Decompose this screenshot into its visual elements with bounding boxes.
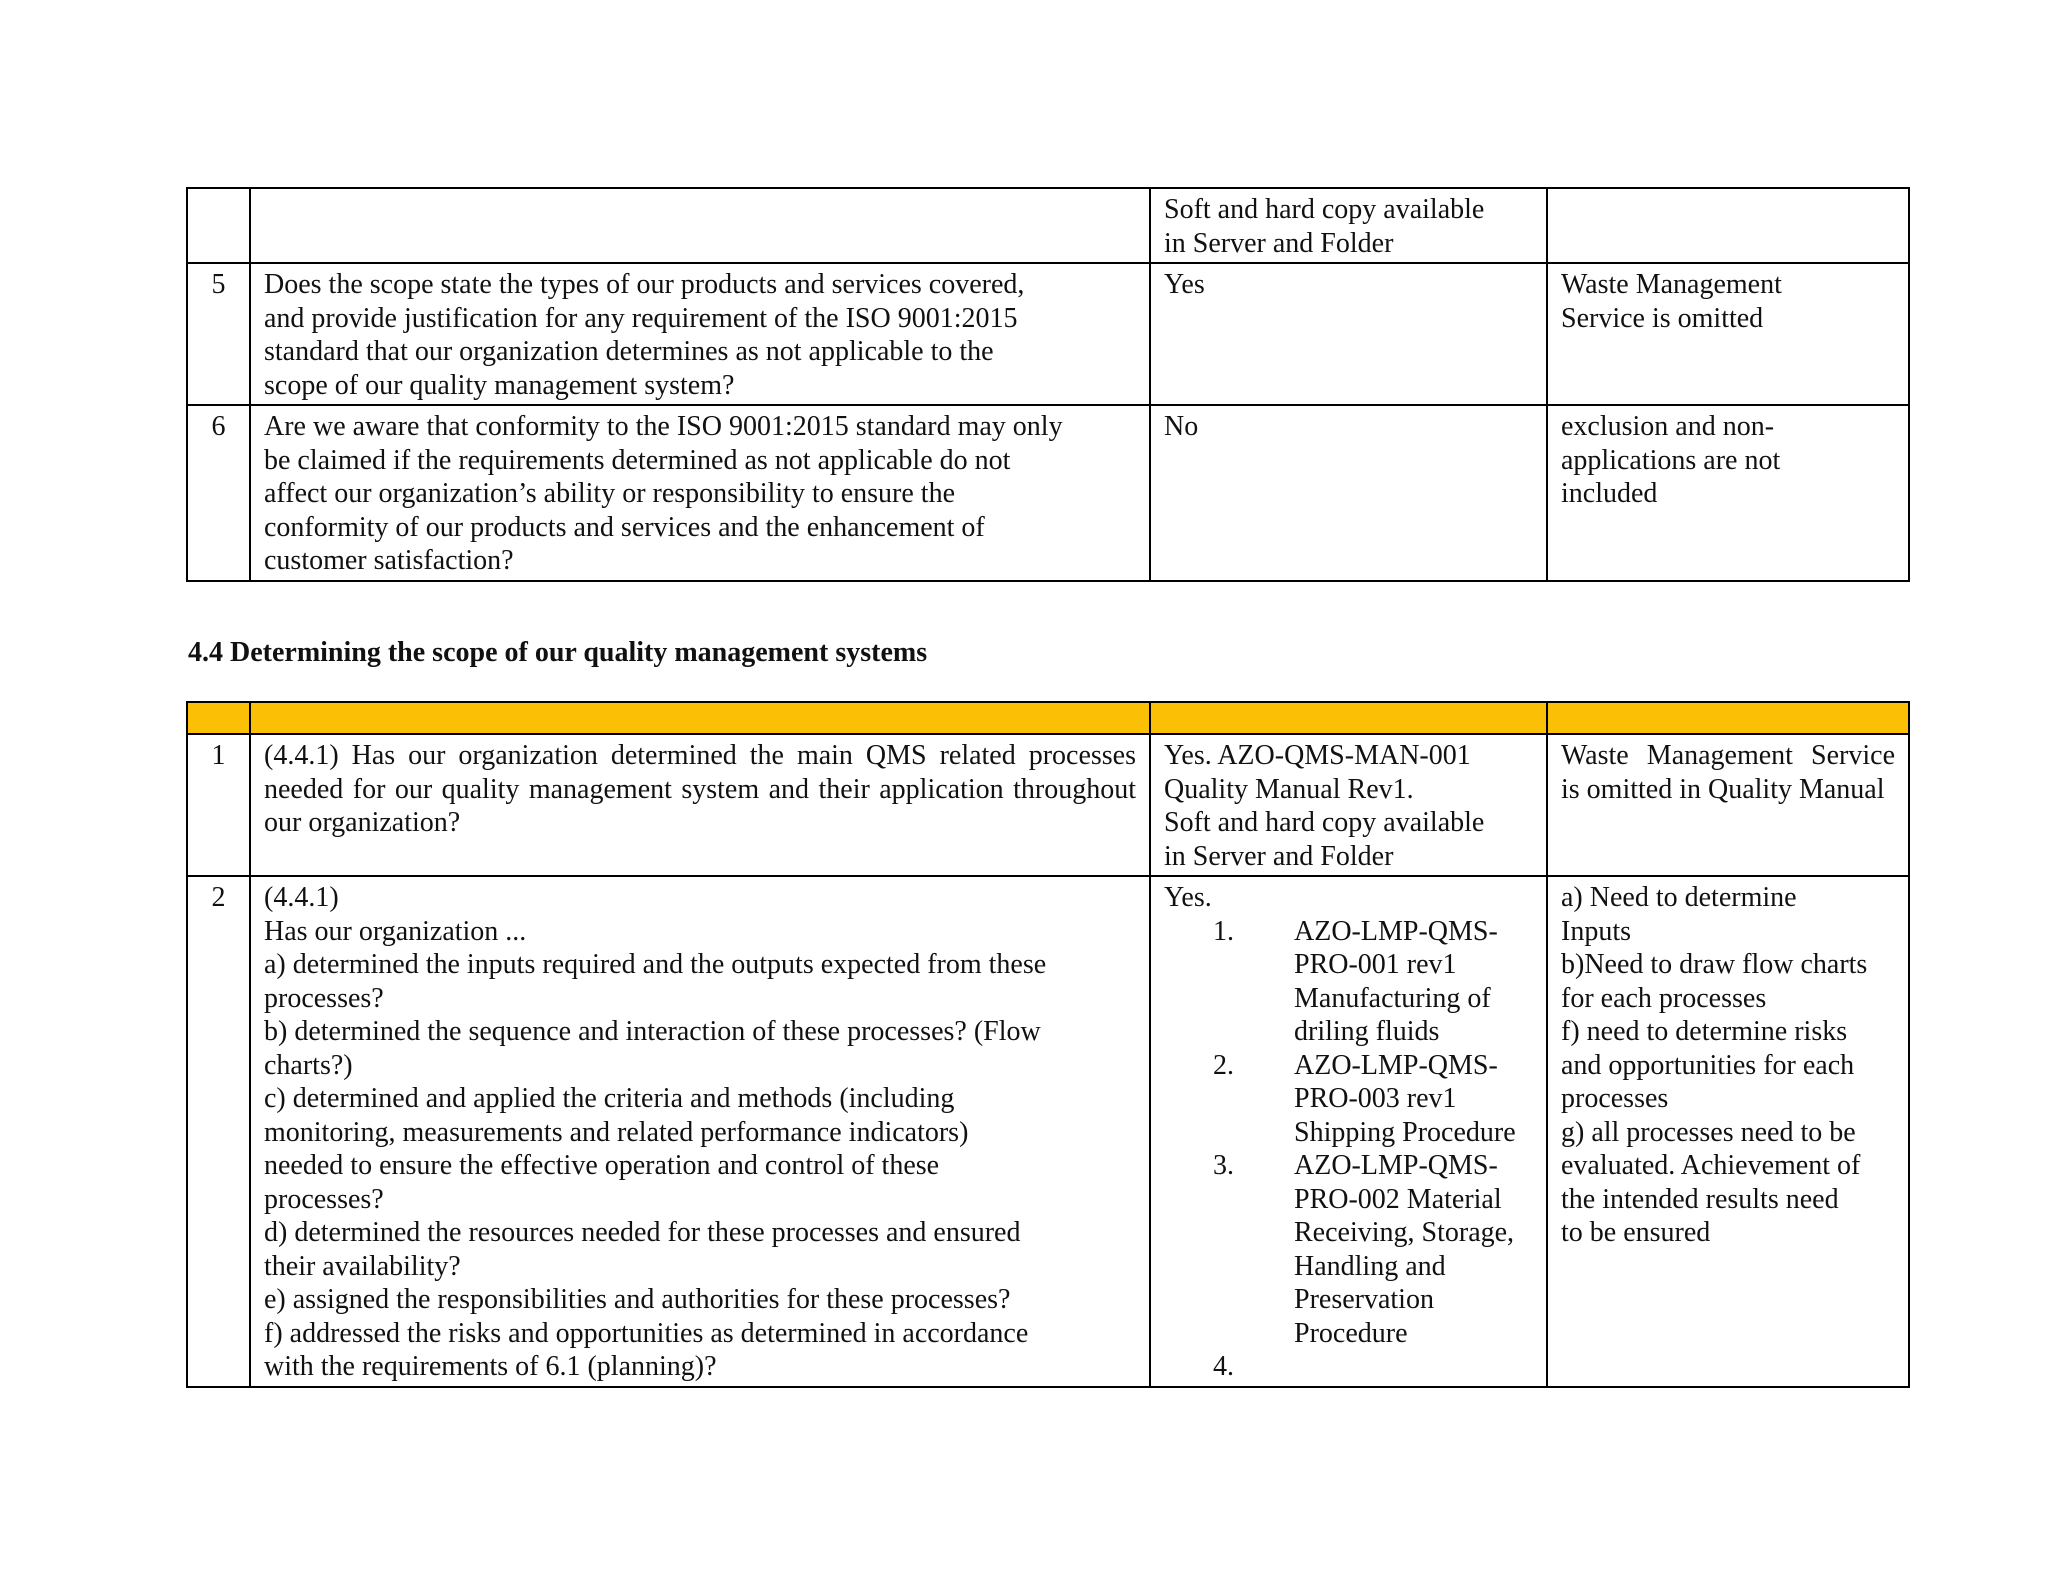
header-cell	[1150, 702, 1547, 734]
remark-line: evaluated. Achievement of	[1561, 1150, 1861, 1181]
list-item	[1164, 1149, 1533, 1350]
section-heading: 4.4 Determining the scope of our quality management systems	[188, 637, 928, 668]
list-item-text	[1294, 1350, 1533, 1384]
question-line: standard that our organization determines as not applicable to the	[264, 336, 994, 367]
list-item-line: PRO-002 Material	[1294, 1183, 1502, 1215]
list-item	[1164, 1049, 1533, 1150]
list-item-line: AZO-LMP-QMS-	[1294, 1150, 1498, 1181]
answer-line: Soft and hard copy available	[1164, 194, 1485, 225]
question-line: with the requirements of 6.1 (planning)?	[264, 1351, 717, 1382]
question-line: Has our organization ...	[264, 915, 527, 947]
answer-intro: Yes.	[1164, 882, 1212, 913]
question-line: b) determined the sequence and interaction of these processes? (Flow	[264, 1016, 1041, 1047]
row-number: 1	[187, 734, 250, 876]
table-row	[187, 876, 1909, 1387]
question-line: charts?)	[264, 1049, 353, 1081]
list-item-line: Receiving, Storage,	[1294, 1217, 1515, 1248]
list-item-line: PRO-003 rev1	[1294, 1083, 1457, 1114]
list-item-number: 3.	[1213, 1150, 1234, 1181]
header-cell	[1547, 702, 1909, 734]
question-line: a) determined the inputs required and the outputs expected from these	[264, 949, 1047, 980]
question-line: c) determined and applied the criteria and methods (including	[264, 1083, 955, 1114]
list-item-text	[1294, 1049, 1533, 1150]
question-line: Does the scope state the types of our products and services covered,	[264, 269, 1025, 300]
question-line: processes?	[264, 1183, 384, 1215]
remark-line: b)Need to draw flow charts	[1561, 949, 1868, 980]
answer-cell	[1150, 263, 1547, 405]
remark-cell	[1547, 188, 1909, 263]
answer-cell	[1150, 405, 1547, 581]
remark-line: for each processes	[1561, 982, 1767, 1014]
list-item	[1164, 915, 1533, 1049]
table-header-row	[187, 702, 1909, 734]
row-number: 6	[187, 405, 250, 581]
question-cell	[250, 263, 1150, 405]
question-line: Are we aware that conformity to the ISO 9001:2015 standard may only	[264, 411, 1063, 442]
list-item	[1164, 1350, 1533, 1384]
list-item-line: Shipping Procedure	[1294, 1116, 1516, 1148]
remark-line: f) need to determine risks	[1561, 1016, 1848, 1047]
remark-line: included	[1561, 478, 1658, 509]
list-item-line: Preservation	[1294, 1284, 1434, 1315]
list-item-line: Manufacturing of	[1294, 982, 1491, 1014]
table-row	[187, 188, 1909, 263]
scope-checklist-table	[186, 701, 1910, 1388]
header-cell	[187, 702, 250, 734]
remark-line: exclusion and non-	[1561, 411, 1775, 442]
answer-line: Soft and hard copy available	[1164, 807, 1485, 838]
question-cell: (4.4.1) Has our organization determined the main QMS related processes needed for our quality management system and their application throughout our organization?	[250, 734, 1150, 876]
list-item-line: AZO-LMP-QMS-	[1294, 1049, 1498, 1081]
answer-line: Yes	[1164, 269, 1205, 300]
answer-line: Quality Manual Rev1.	[1164, 773, 1414, 805]
answer-line: Yes. AZO-QMS-MAN-001	[1164, 740, 1471, 771]
row-number: 5	[187, 263, 250, 405]
remark-cell	[1547, 876, 1909, 1387]
table-row	[187, 263, 1909, 405]
list-item-line: AZO-LMP-QMS-	[1294, 915, 1498, 947]
question-line: their availability?	[264, 1250, 461, 1282]
list-item-text	[1294, 1149, 1533, 1350]
question-line: (4.4.1)	[264, 882, 339, 913]
answer-cell	[1150, 734, 1547, 876]
question-cell	[250, 405, 1150, 581]
remark-line: Inputs	[1561, 915, 1631, 947]
remark-line: g) all processes need to be	[1561, 1116, 1856, 1148]
list-item-line: driling fluids	[1294, 1016, 1440, 1047]
question-line: be claimed if the requirements determined as not applicable do not	[264, 444, 1011, 476]
remark-cell	[1547, 405, 1909, 581]
remark-line: to be ensured	[1561, 1217, 1711, 1248]
question-line: and provide justification for any requirement of the ISO 9001:2015	[264, 302, 1018, 334]
list-item-line	[1294, 1350, 1533, 1384]
question-line: monitoring, measurements and related performance indicators)	[264, 1116, 969, 1148]
remark-cell	[1547, 263, 1909, 405]
question-cell	[250, 876, 1150, 1387]
remark-line: Service is omitted	[1561, 302, 1764, 334]
list-item-number: 4.	[1213, 1351, 1234, 1382]
answer-cell	[1150, 188, 1547, 263]
procedure-list	[1164, 915, 1533, 1384]
list-item-line: Procedure	[1294, 1317, 1408, 1349]
question-line: conformity of our products and services and the enhancement of	[264, 511, 985, 543]
remark-cell: Waste Management Service is omitted in Quality Manual	[1547, 734, 1909, 876]
question-line: needed to ensure the effective operation and control of these	[264, 1150, 940, 1181]
remark-line: processes	[1561, 1083, 1669, 1114]
list-item-number: 2.	[1213, 1049, 1234, 1081]
remark-line: the intended results need	[1561, 1183, 1839, 1215]
remark-line: applications are not	[1561, 444, 1781, 476]
answer-line: in Server and Folder	[1164, 227, 1394, 259]
header-cell	[250, 702, 1150, 734]
question-cell	[250, 188, 1150, 263]
answer-cell	[1150, 876, 1547, 1387]
table-row	[187, 405, 1909, 581]
checklist-table-continued	[186, 187, 1910, 582]
question-line: d) determined the resources needed for these processes and ensured	[264, 1217, 1021, 1248]
list-item-line: PRO-001 rev1	[1294, 949, 1457, 980]
remark-line: a) Need to determine	[1561, 882, 1797, 913]
list-item-line: Handling and	[1294, 1250, 1446, 1282]
question-line: processes?	[264, 982, 384, 1014]
row-number: 2	[187, 876, 250, 1387]
question-line: customer satisfaction?	[264, 545, 514, 576]
remark-line: Waste Management	[1561, 269, 1782, 300]
question-line: f) addressed the risks and opportunities as determined in accordance	[264, 1317, 1029, 1349]
list-item-text	[1294, 915, 1533, 1049]
list-item-number: 1.	[1213, 915, 1234, 947]
question-line: scope of our quality management system?	[264, 369, 735, 401]
answer-line: No	[1164, 411, 1199, 442]
question-line: e) assigned the responsibilities and authorities for these processes?	[264, 1284, 1011, 1315]
question-line: affect our organization’s ability or responsibility to ensure the	[264, 478, 956, 509]
row-number	[187, 188, 250, 263]
table-row	[187, 734, 1909, 876]
remark-line: and opportunities for each	[1561, 1049, 1855, 1081]
answer-line: in Server and Folder	[1164, 840, 1394, 872]
